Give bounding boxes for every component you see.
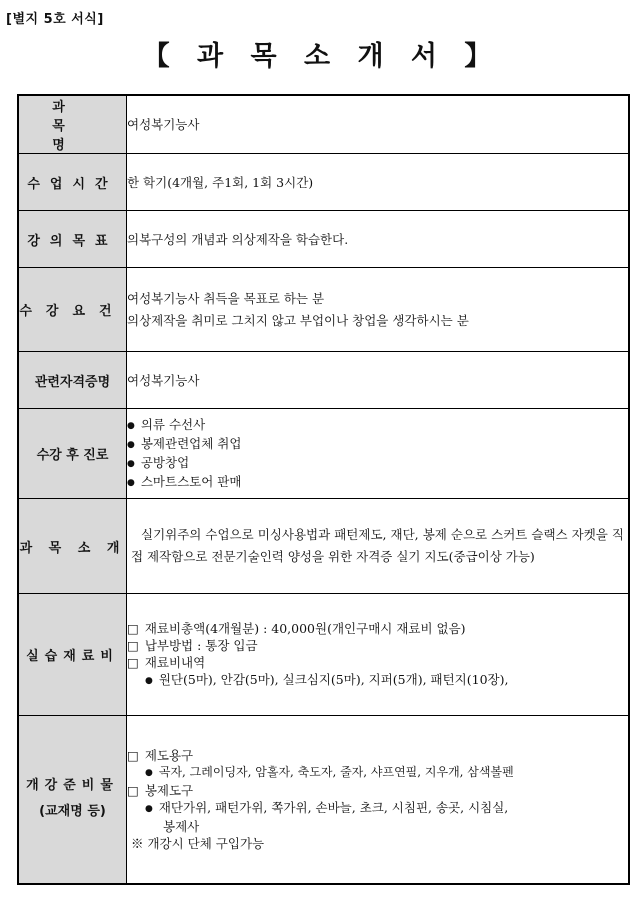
value-goal: 의복구성의 개념과 의상제작을 학습한다.	[127, 211, 630, 268]
list-item: ● 원단(5마), 안감(5마), 실크심지(5마), 지퍼(5개), 패턴지(10장),	[127, 671, 628, 690]
label-supplies	[18, 716, 127, 884]
row-intro	[18, 499, 629, 594]
row-class-time	[18, 154, 629, 211]
label-requirements: 수강요건	[18, 268, 127, 352]
row-subject-name	[18, 95, 629, 154]
list-item-continuation: 봉제사	[163, 818, 200, 834]
row-certificate	[18, 352, 629, 409]
label-career: 수강 후 진로	[18, 409, 127, 499]
row-material-fee	[18, 594, 629, 716]
value-certificate: 여성복기능사	[127, 352, 630, 409]
checkbox-item: □ 봉제도구	[127, 782, 628, 799]
supplies-label-line: 개강준비물	[26, 778, 119, 794]
row-requirements	[18, 268, 629, 352]
requirement-line: 여성복기능사 취득을 목표로 하는 분	[127, 290, 325, 306]
row-career	[18, 409, 629, 499]
supplies-label-line: (교재명 등)	[39, 804, 106, 820]
checkbox-item: □ 재료비내역	[127, 654, 628, 671]
page-title: 【 과 목 소 개 서 】	[142, 41, 501, 72]
label-certificate: 관련자격증명	[18, 352, 127, 409]
value-material-fee	[127, 594, 630, 716]
row-goal	[18, 211, 629, 268]
intro-text: 실기위주의 수업으로 미싱사용법과 패턴제도, 재단, 봉제 순으로 스커트 슬랙스 자켓을 직접 제작함으로 전문기술인력 양성을 위한 자격증 실기 지도(중급이상 가능)	[131, 527, 624, 564]
list-item: ● 재단가위, 패턴가위, 쪽가위, 손바늘, 초크, 시침핀, 송곳, 시침실,	[127, 799, 628, 818]
label-intro: 과 목 소 개	[18, 499, 127, 594]
label-subject-name: 과 목 명	[18, 95, 127, 154]
label-material-fee: 실습재료비	[18, 594, 127, 716]
value-requirements	[127, 268, 630, 352]
value-subject-name: 여성복기능사	[127, 95, 630, 154]
row-supplies	[18, 716, 629, 884]
checkbox-item: □ 납부방법 : 통장 입금	[127, 637, 628, 654]
list-item: ● 봉제관련업체 취업	[127, 435, 628, 454]
list-item: ● 공방창업	[127, 454, 628, 473]
label-goal: 강의목표	[18, 211, 127, 268]
form-number: [별지 5호 서식]	[6, 12, 104, 27]
checkbox-item: □ 재료비총액(4개월분) : 40,000원(개인구매시 재료비 없음)	[127, 620, 628, 637]
list-item: ● 의류 수선사	[127, 416, 628, 435]
checkbox-item: □ 제도용구	[127, 747, 628, 764]
list-item: ● 스마트스토어 판매	[127, 473, 628, 492]
supplies-note: ※ 개강시 단체 구입가능	[131, 835, 265, 851]
label-class-time: 수업시간	[18, 154, 127, 211]
value-career	[127, 409, 630, 499]
value-intro	[127, 499, 630, 594]
requirement-line: 의상제작을 취미로 그치지 않고 부업이나 창업을 생각하시는 분	[127, 312, 469, 328]
list-item: ● 곡자, 그레이딩자, 암홀자, 축도자, 줄자, 샤프연필, 지우개, 삼색볼펜	[127, 764, 628, 782]
value-supplies	[127, 716, 630, 884]
course-intro-table	[17, 94, 630, 885]
value-class-time: 한 학기(4개월, 주1회, 1회 3시간)	[127, 154, 630, 211]
